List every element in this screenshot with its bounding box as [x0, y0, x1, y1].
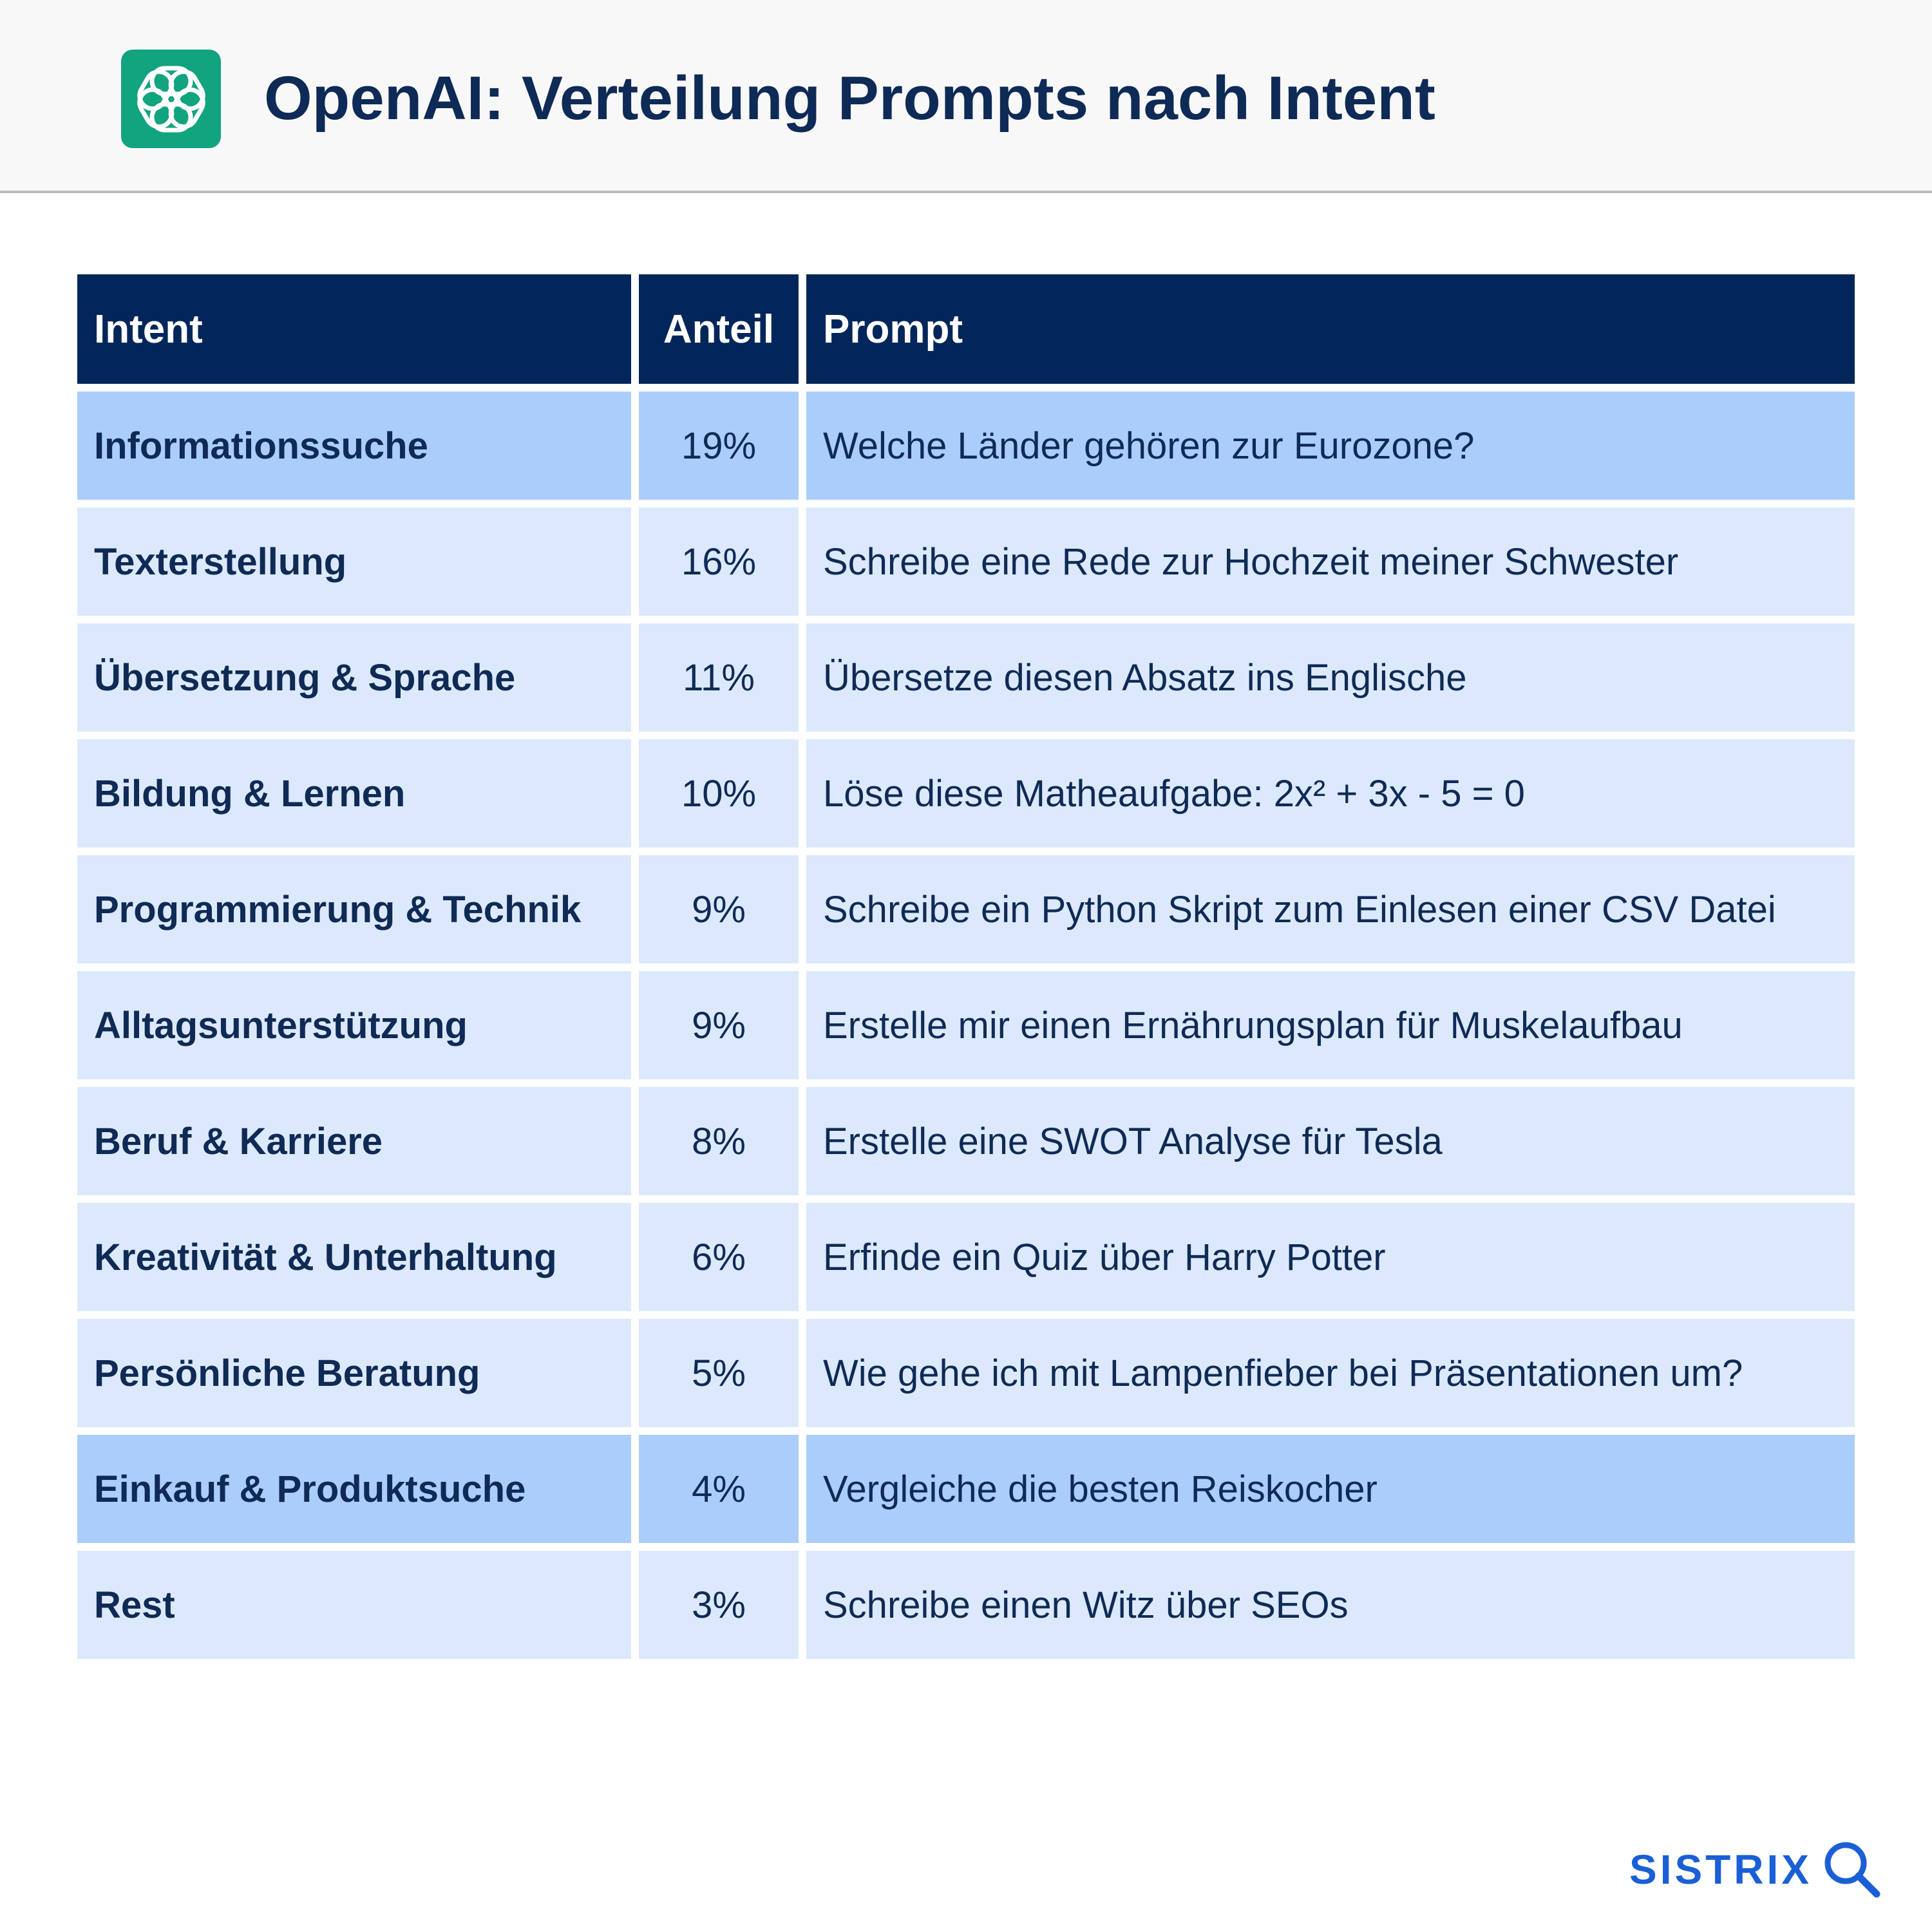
intent-cell: Übersetzung & Sprache [77, 623, 639, 739]
intent-cell: Persönliche Beratung [77, 1319, 639, 1435]
prompt-cell: Erstelle eine SWOT Analyse für Tesla [806, 1087, 1855, 1203]
intent-table [77, 274, 1855, 1667]
column-header-prompt: Prompt [806, 274, 1855, 392]
share-cell: 10% [639, 739, 806, 855]
openai-logo-icon [121, 50, 221, 148]
share-cell: 6% [639, 1203, 806, 1319]
intent-cell: Kreativität & Unterhaltung [77, 1203, 639, 1319]
share-cell: 9% [639, 855, 806, 971]
prompt-cell: Wie gehe ich mit Lampenfieber bei Präsentationen um? [806, 1319, 1855, 1435]
share-cell: 8% [639, 1087, 806, 1203]
prompt-cell: Erstelle mir einen Ernährungsplan für Muskelaufbau [806, 971, 1855, 1087]
intent-cell: Rest [77, 1551, 639, 1667]
table-row [77, 1087, 1855, 1203]
brand-name: SISTRIX [1629, 1846, 1812, 1893]
prompt-cell: Löse diese Matheaufgabe: 2x² + 3x - 5 = 0 [806, 739, 1855, 855]
share-cell: 9% [639, 971, 806, 1087]
share-cell: 3% [639, 1551, 806, 1667]
table-row [77, 1435, 1855, 1551]
table-row [77, 971, 1855, 1087]
table-row [77, 1203, 1855, 1319]
prompt-cell: Schreibe eine Rede zur Hochzeit meiner Schwester [806, 507, 1855, 623]
prompt-cell: Schreibe einen Witz über SEOs [806, 1551, 1855, 1667]
intent-cell: Beruf & Karriere [77, 1087, 639, 1203]
table-header-row [77, 274, 1855, 392]
table-row [77, 855, 1855, 971]
magnifier-icon [1821, 1839, 1883, 1900]
intent-cell: Texterstellung [77, 507, 639, 623]
share-cell: 16% [639, 507, 806, 623]
prompt-cell: Welche Länder gehören zur Eurozone? [806, 392, 1855, 507]
share-cell: 5% [639, 1319, 806, 1435]
share-cell: 11% [639, 623, 806, 739]
intent-cell: Alltagsunterstützung [77, 971, 639, 1087]
table-row [77, 507, 1855, 623]
table-row [77, 1319, 1855, 1435]
table-row [77, 623, 1855, 739]
table-row [77, 392, 1855, 507]
intent-cell: Bildung & Lernen [77, 739, 639, 855]
share-cell: 19% [639, 392, 806, 507]
column-header-intent: Intent [77, 274, 639, 392]
prompt-cell: Vergleiche die besten Reiskocher [806, 1435, 1855, 1551]
prompt-cell: Erfinde ein Quiz über Harry Potter [806, 1203, 1855, 1319]
intent-cell: Informationssuche [77, 392, 639, 507]
column-header-share: Anteil [639, 274, 806, 392]
header-bar [0, 0, 1932, 193]
prompt-cell: Schreibe ein Python Skript zum Einlesen einer CSV Datei [806, 855, 1855, 971]
share-cell: 4% [639, 1435, 806, 1551]
sistrix-brand [1629, 1834, 1883, 1905]
table-row [77, 739, 1855, 855]
table-row [77, 1551, 1855, 1667]
intent-cell: Programmierung & Technik [77, 855, 639, 971]
prompt-cell: Übersetze diesen Absatz ins Englische [806, 623, 1855, 739]
page-title: OpenAI: Verteilung Prompts nach Intent [264, 64, 1435, 133]
intent-cell: Einkauf & Produktsuche [77, 1435, 639, 1551]
